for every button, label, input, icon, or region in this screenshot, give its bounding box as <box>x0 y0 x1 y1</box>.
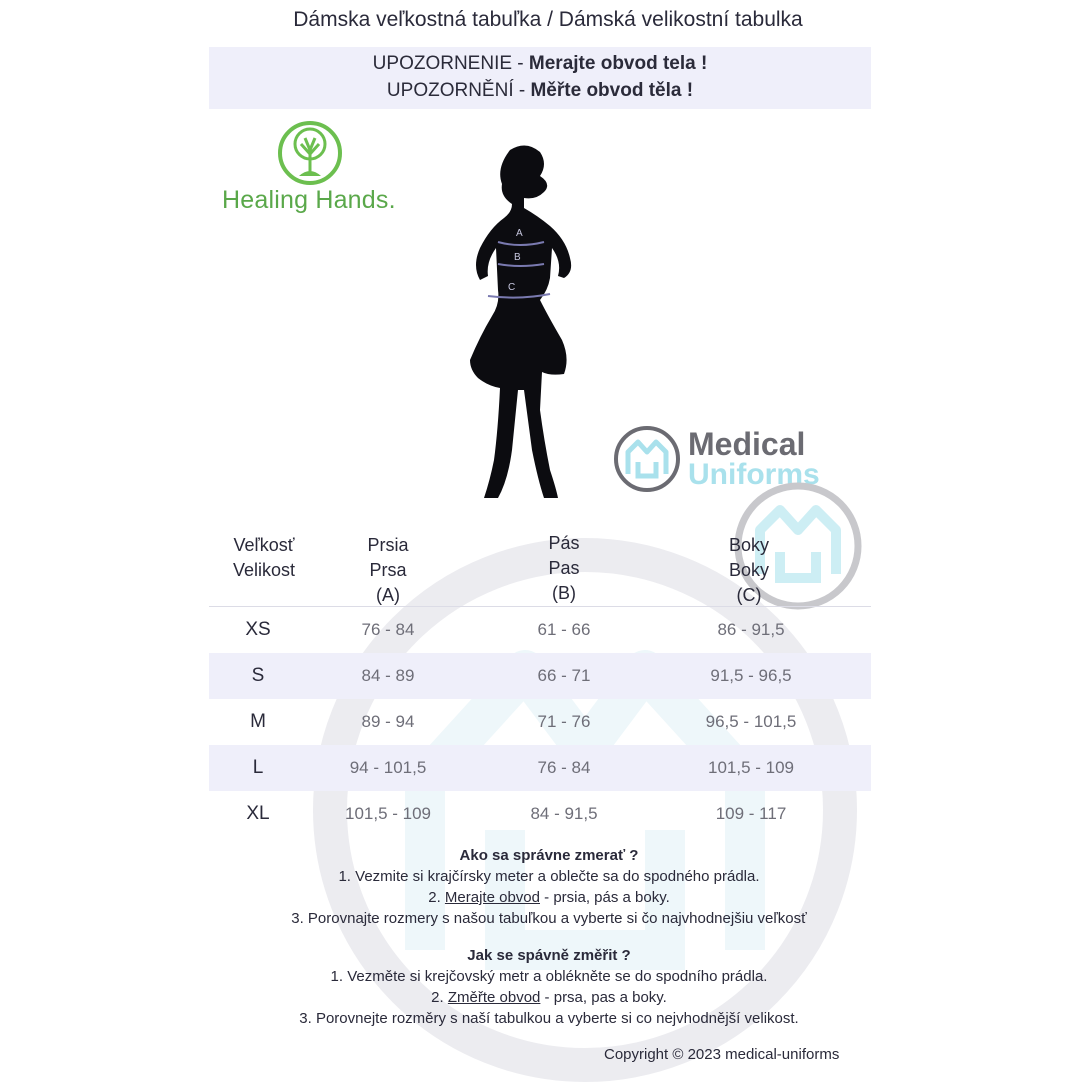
cell-waist: 71 - 76 <box>537 712 591 731</box>
instructions-cz <box>209 945 889 1029</box>
header-hips-code: (C) <box>736 585 762 605</box>
figure-label-b: B <box>514 252 521 263</box>
watermark-text-uniforms: Uniforms <box>688 458 820 491</box>
header-waist <box>514 531 614 606</box>
table-row <box>209 653 871 699</box>
header-chest-sk: Prsia <box>367 535 409 555</box>
instructions-sk <box>209 845 889 929</box>
instructions-sk-step2 <box>209 887 889 908</box>
instructions-cz-step2 <box>209 987 889 1008</box>
step2-prefix: 2. <box>431 989 448 1006</box>
step2-suffix: - prsa, pas a boky. <box>540 989 667 1006</box>
header-chest <box>338 533 438 608</box>
warning-text-sk: Merajte obvod tela ! <box>528 53 708 74</box>
cell-waist: 61 - 66 <box>537 620 591 639</box>
warning-line-sk <box>209 50 871 77</box>
cell-chest: 84 - 89 <box>361 666 415 685</box>
cell-hips: 96,5 - 101,5 <box>705 712 797 731</box>
table-row <box>209 791 871 837</box>
cell-chest: 76 - 84 <box>361 620 415 639</box>
header-chest-cz: Prsa <box>369 560 407 580</box>
figure-label-a: A <box>516 228 523 239</box>
table-row <box>209 607 871 653</box>
cell-waist: 76 - 84 <box>537 758 591 777</box>
instructions-sk-step1: 1. Vezmite si krajčírsky meter a oblečte sa do spodného prádla. <box>338 868 760 885</box>
header-size <box>214 533 314 583</box>
cell-chest: 101,5 - 109 <box>344 804 431 823</box>
header-hips-sk: Boky <box>728 535 770 555</box>
cell-size: S <box>251 665 265 686</box>
header-waist-code: (B) <box>552 583 576 603</box>
header-hips-cz: Boky <box>728 560 770 580</box>
step2-suffix: - prsia, pás a boky. <box>539 889 670 906</box>
watermark-text-medical: Medical <box>688 426 806 462</box>
woman-silhouette <box>440 140 620 502</box>
header-size-sk: Veľkosť <box>233 535 295 555</box>
cell-hips: 91,5 - 96,5 <box>710 666 792 685</box>
step2-prefix: 2. <box>428 889 445 906</box>
header-waist-sk: Pás <box>548 533 580 553</box>
cell-size: L <box>252 757 264 778</box>
step2-link[interactable]: Merajte obvod <box>444 889 540 906</box>
table-row <box>209 699 871 745</box>
instructions-cz-step1: 1. Vezměte si krejčovský metr a oblékněte se do spodního prádla. <box>330 968 768 985</box>
cell-hips: 86 - 91,5 <box>717 620 785 639</box>
warning-text-cz: Měřte obvod těla ! <box>530 80 694 101</box>
figure-label-c: C <box>508 282 516 293</box>
instructions-cz-step3: 3. Porovnejte rozměry s naší tabulkou a vyberte si co nejvhodnější velikost. <box>299 1010 799 1027</box>
cell-hips: 109 - 117 <box>715 804 787 823</box>
cell-size: XS <box>245 619 271 640</box>
instructions-sk-step3: 3. Porovnajte rozmery s našou tabuľkou a vyberte si čo najvhodnejšiu veľkosť <box>291 910 807 927</box>
tree-logo-icon <box>277 120 343 186</box>
cell-chest: 94 - 101,5 <box>349 758 427 777</box>
page-title: Dámska veľkostná tabuľka / Dámská velikostní tabulka <box>293 8 803 31</box>
instructions-sk-heading: Ako sa správne zmerať ? <box>459 847 639 864</box>
medical-uniforms-logo-icon <box>612 424 682 494</box>
header-hips <box>699 533 799 608</box>
cell-chest: 89 - 94 <box>361 712 415 731</box>
header-waist-cz: Pas <box>548 558 580 578</box>
warning-prefix-cz: UPOZORNĚNÍ - <box>386 80 531 101</box>
copyright-text: Copyright © 2023 medical-uniforms <box>604 1046 840 1063</box>
instructions-cz-heading: Jak se spávně změřit ? <box>467 947 631 964</box>
table-row <box>209 745 871 791</box>
warning-banner <box>209 47 871 109</box>
cell-size: XL <box>246 803 270 824</box>
header-chest-code: (A) <box>376 585 400 605</box>
warning-line-cz <box>209 77 871 104</box>
step2-link[interactable]: Změřte obvod <box>447 989 541 1006</box>
cell-hips: 101,5 - 109 <box>707 758 794 777</box>
brand-logo-text: Healing Hands. <box>222 186 396 214</box>
cell-waist: 66 - 71 <box>537 666 591 685</box>
warning-prefix-sk: UPOZORNENIE - <box>372 53 529 74</box>
cell-size: M <box>250 711 266 732</box>
cell-waist: 84 - 91,5 <box>530 804 598 823</box>
header-size-cz: Velikost <box>232 560 296 580</box>
